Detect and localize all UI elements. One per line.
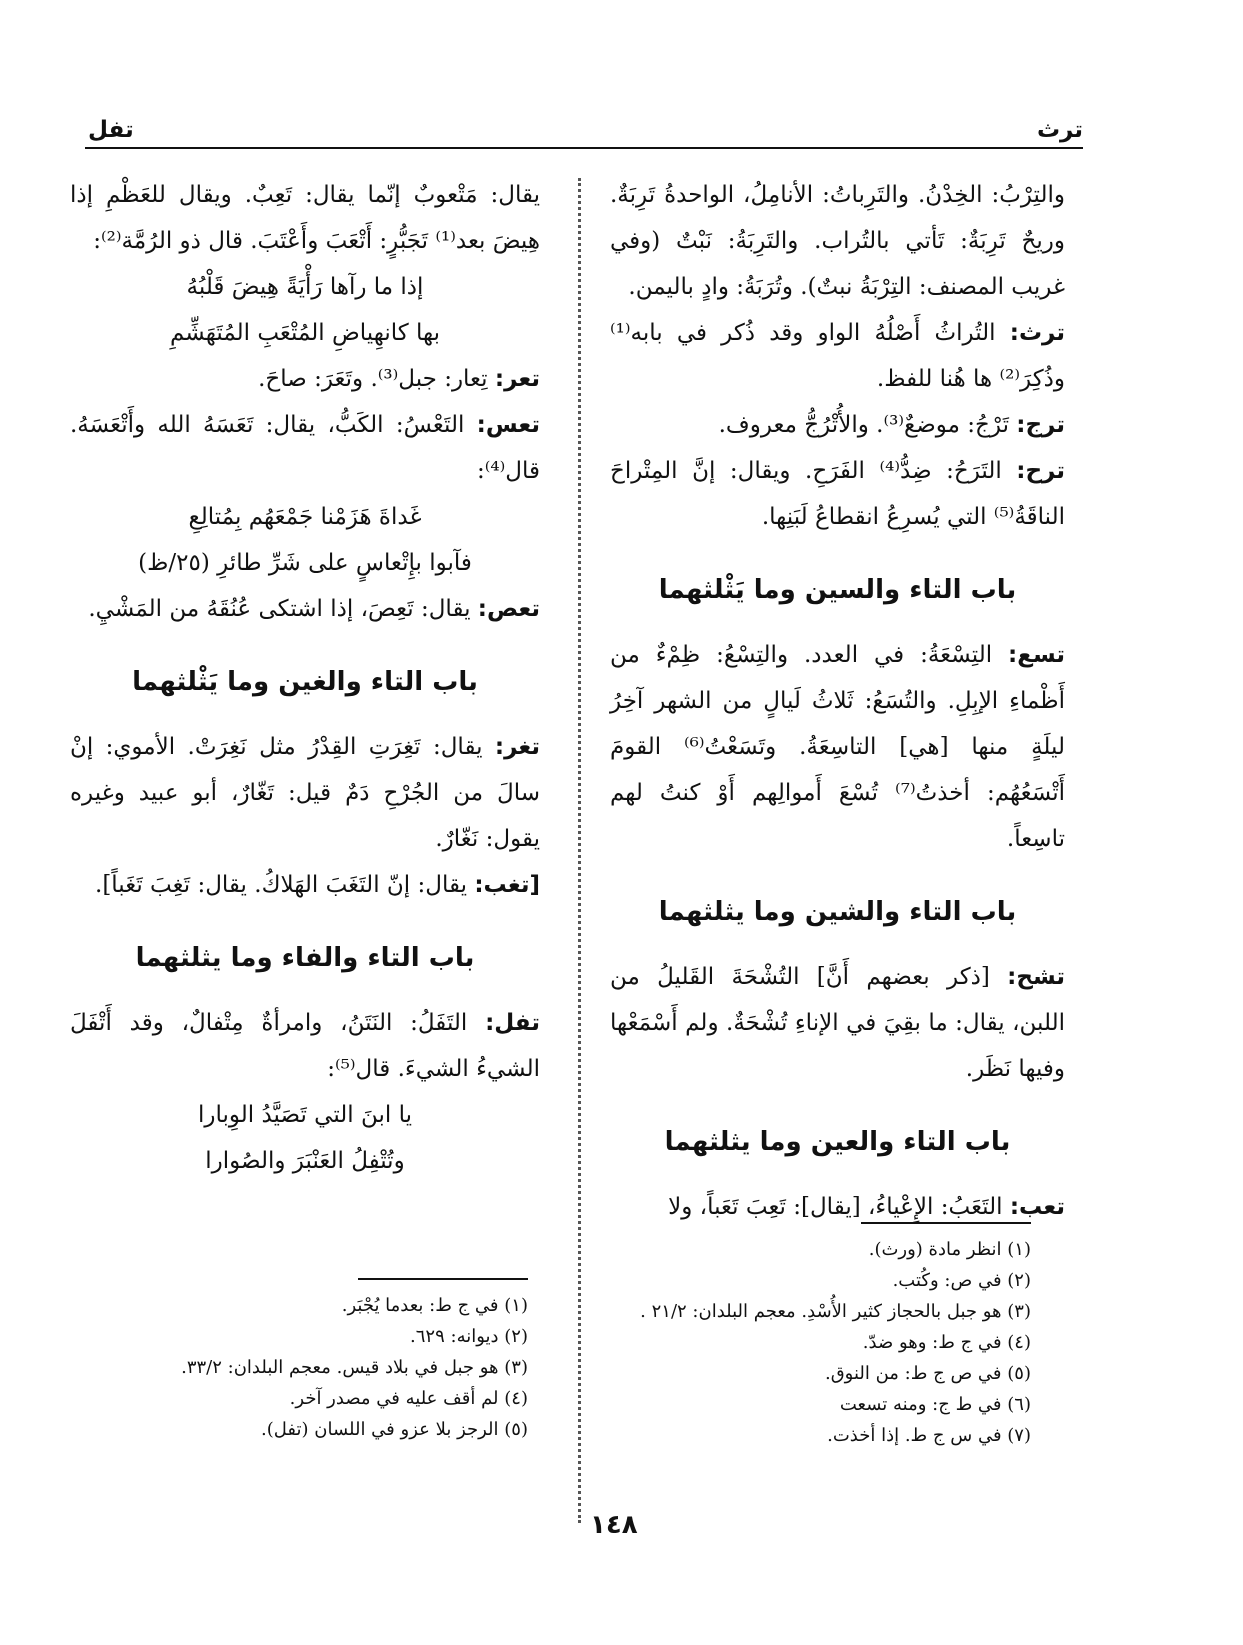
- entry-keyword: ترح:: [1016, 458, 1065, 484]
- section-heading: باب التاء والشين وما يثلثهما: [658, 897, 1017, 927]
- entry-keyword: [تغب:: [474, 872, 540, 898]
- left-column: [70, 172, 540, 1184]
- entry-keyword: تفل:: [485, 1010, 540, 1036]
- entry-keyword: تسع:: [1008, 642, 1065, 668]
- entry: [610, 632, 1065, 862]
- footnote: (٣) هو جبل بالحجاز كثير الأُسْدِ. معجم البلدان: ٢١/٢ .: [640, 1301, 1031, 1322]
- entry: [610, 448, 1065, 540]
- verse-line: بها كانهِياضِ المُتْعَبِ المُتَهَشِّمِ: [169, 320, 441, 346]
- entry: [70, 172, 540, 264]
- section-heading: باب التاء والعين وما يثلثهما: [664, 1127, 1011, 1157]
- entry-keyword: ترث:: [1009, 320, 1066, 346]
- header-rule: [85, 147, 1083, 149]
- entry-text: التَفَلُ: النَتَنُ، وامرأةٌ مِتْفالٌ، وقد أَتْفَلَ الشيءُ الشيءَ. قال⁽⁵⁾:: [70, 1010, 540, 1082]
- entry-keyword: تغر:: [494, 734, 541, 760]
- footnote: (٢) ديوانه: ٦٢٩.: [410, 1326, 528, 1347]
- verse-line: غَداةَ هَزَمْنا جَمْعَهُم بِمُتالِعِ: [188, 504, 422, 530]
- running-header-right: ترث: [1036, 117, 1083, 143]
- footnotes-right: [591, 1222, 1031, 1451]
- footnote: (٧) في س ج ط. إذا أخذت.: [827, 1425, 1031, 1446]
- footnote: (٣) هو جبل في بلاد قيس. معجم البلدان: ٣٣/٢.: [181, 1357, 528, 1378]
- column-divider: [578, 178, 581, 1523]
- entry-text: التُراثُ أَصْلُهُ الواو وقد ذُكر في بابه⁽¹⁾ وذُكِرَ⁽²⁾ ها هُنا للفظ.: [610, 320, 1065, 392]
- right-column: [610, 172, 1065, 1230]
- entry-keyword: تعس:: [476, 412, 540, 438]
- entry-keyword: تعر:: [494, 366, 540, 392]
- entry-text: يقال: تَعِصَ، إذا اشتكى عُنُقَهُ من المَشْيِ.: [88, 596, 471, 622]
- footnote: (١) في ج ط: بعدما يُجْبَر.: [341, 1295, 528, 1316]
- entry-keyword: تعب:: [1009, 1194, 1065, 1220]
- entry: [610, 402, 1065, 448]
- footnote: (٢) في ص: وكُتب.: [892, 1270, 1031, 1291]
- entry-keyword: ترج:: [1016, 412, 1065, 438]
- entry: [70, 862, 540, 908]
- entry-text: والتِرْبُ: الخِدْنُ. والتَرِباتُ: الأنامِلُ، الواحدةُ تَرِبَةٌ. وريحٌ تَرِبَةٌ: تَأتي بالتُراب. والتَرِبَةُ: نَبْتٌ (وفي غريب المصنف: التِرْبَةُ نبتٌ). وتُرَبَةُ: وادٍ باليمن.: [610, 182, 1065, 300]
- entry-text: يقال: مَتْعوبٌ إنّما يقال: تَعِبٌ. ويقال للعَظْمِ إذا هِيضَ بعد⁽¹⁾ تَجَبُّرٍ: أَتْعَبَ وأَعْتَبَ. قال ذو الرُمَّة⁽²⁾:: [70, 182, 540, 254]
- verse-line: فآبوا بإِتْعاسٍ على شَرِّ طائرِ (٢٥/ظ): [138, 550, 472, 576]
- footnote-rule: [358, 1278, 528, 1280]
- entry-text: تَرْجُ: موضعٌ⁽³⁾. والأُتْرُجُّ معروف.: [718, 412, 1009, 438]
- entry: [70, 586, 540, 632]
- footnote: (٦) في ط ج: ومنه تسعت: [839, 1394, 1031, 1415]
- footnote: (٤) في ج ط: وهو ضدّ.: [862, 1332, 1031, 1353]
- entry-text: [ذكر بعضهم أَنَّ] التُشْحَةَ القَليلُ من اللبن، يقال: ما بقِيَ في الإناءِ تُشْحَةٌ. ولم أَسْمَعْها وفيها نَظَر.: [610, 964, 1065, 1082]
- verse-line: وتُتْفِلُ العَنْبَرَ والصُوارا: [205, 1148, 405, 1174]
- footnote: (٥) في ص ج ط: من النوق.: [824, 1363, 1031, 1384]
- footnote: (٤) لم أقف عليه في مصدر آخر.: [289, 1388, 528, 1409]
- footnote: (١) انظر مادة (ورث).: [868, 1239, 1031, 1260]
- entry-keyword: تعص:: [477, 596, 540, 622]
- entry: [70, 724, 540, 862]
- section-heading: باب التاء والفاء وما يثلثهما: [135, 943, 475, 973]
- entry: [610, 172, 1065, 310]
- entry-text: التَعَبُ: الإِعْياءُ، [يقال]: تَعِبَ تَعَباً، ولا: [668, 1194, 1003, 1220]
- footnotes-left: [88, 1278, 528, 1445]
- entry: [70, 1000, 540, 1092]
- entry: [610, 954, 1065, 1092]
- running-header-left: تفل: [88, 117, 134, 143]
- entry-text: تِعار: جبل⁽³⁾. وتَعَرَ: صاحَ.: [258, 366, 488, 392]
- verse-line: إذا ما رآها رَأْيَةً هِيضَ قَلْبُهُ: [186, 274, 424, 300]
- section-heading: باب التاء والغين وما يَثْلثهما: [132, 667, 478, 697]
- section-heading: باب التاء والسين وما يَثْلثهما: [658, 575, 1017, 605]
- footnote-rule: [861, 1222, 1031, 1224]
- footnote: (٥) الرجز بلا عزو في اللسان (تفل).: [261, 1419, 528, 1440]
- entry: [70, 402, 540, 494]
- entry-text: يقال: إنّ التَغَبَ الهَلاكُ. يقال: تَغِبَ تَغَباً].: [95, 872, 467, 898]
- verse-line: يا ابنَ التي تَصَيَّدُ الوِبارا: [197, 1102, 412, 1128]
- entry-text: يقال: تَغِرَتِ القِدْرُ مثل نَغِرَتْ. الأموي: إنْ سالَ من الجُرْحِ دَمٌ قيل: تَغّارٌ، أبو عبيد وغيره يقول: نَغّارٌ.: [70, 734, 540, 852]
- entry-text: التَعْسُ: الكَبُّ، يقال: تَعَسَهُ الله وأَتْعَسَهُ. قال⁽⁴⁾:: [70, 412, 540, 484]
- entry-text: التِسْعَةُ: في العدد. والتِسْعُ: ظِمْءٌ من أَظْماءِ الإبِلِ. والتُسَعُ: ثَلاثُ لَيالٍ من الشهر آخِرُ ليلَةٍ منها [هي] التاسِعَةُ. وتَسَعْتُ⁽⁶⁾ القومَ أَتْسَعُهُم: أخذتُ⁽⁷⁾ تُسْعَ أَموالِهم أَوْ كنتُ لهم تاسِعاً.: [610, 642, 1066, 852]
- entry-keyword: تشح:: [1007, 964, 1065, 990]
- entry-text: التَرَحُ: ضِدُّ⁽⁴⁾ الفَرَحِ. ويقال: إنَّ المِتْراحَ الناقَةُ⁽⁵⁾ التي يُسرِعُ انقطاعُ لَبَنِها.: [610, 458, 1065, 530]
- page-number: ١٤٨: [590, 1510, 638, 1540]
- entry: [70, 356, 540, 402]
- entry: [610, 310, 1065, 402]
